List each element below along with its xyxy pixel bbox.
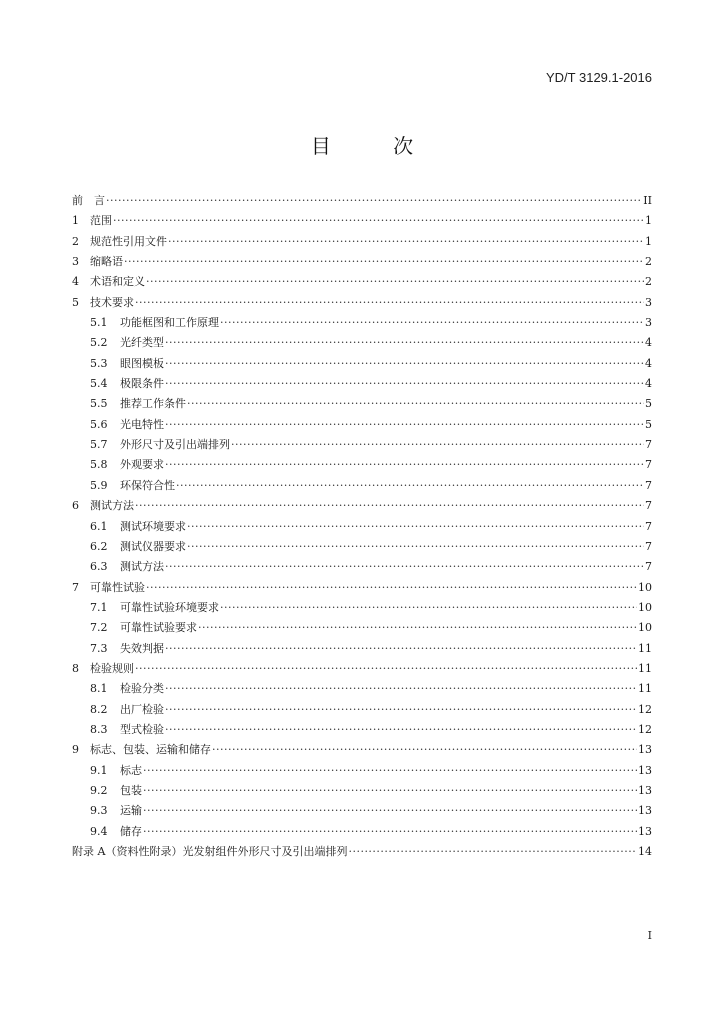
dot-leader: [165, 720, 637, 740]
toc-entry-number: 5.6: [90, 417, 108, 431]
toc-entry-6[interactable]: [72, 496, 652, 516]
toc-entry-number: 8.1: [90, 682, 108, 696]
toc-entry-9.2[interactable]: [72, 781, 652, 801]
dot-leader: [187, 537, 644, 557]
document-code: YD/T 3129.1-2016: [546, 70, 652, 85]
dot-leader: [198, 618, 637, 638]
toc-entry-page: 7: [645, 560, 652, 574]
toc-entry-5.2[interactable]: [72, 333, 652, 353]
dot-leader: [165, 557, 644, 577]
dot-leader: [165, 415, 644, 435]
toc-entry-page: 5: [645, 397, 652, 411]
toc-entry-number: 6.3: [90, 560, 108, 574]
dot-leader: [165, 639, 637, 659]
toc-entry-page: 2: [645, 275, 652, 289]
toc-entry-label: 可靠性试验要求: [120, 621, 197, 635]
toc-entry-page: 2: [645, 255, 652, 269]
toc-entry-page: 13: [638, 783, 652, 797]
toc-entry-page: 7: [645, 519, 652, 533]
toc-entry-page: 1: [645, 234, 652, 248]
toc-entry-page: 13: [638, 824, 652, 838]
page-number: I: [647, 929, 652, 942]
toc-entry-label: 标志: [120, 763, 142, 777]
toc-entry-page: 12: [638, 702, 652, 716]
toc-entry-number: 5.2: [90, 336, 108, 350]
toc-entry-page: 1: [645, 214, 652, 228]
toc-entry-5.1[interactable]: [72, 313, 652, 333]
toc-entry-page: 4: [645, 336, 652, 350]
toc-entry-page: 7: [645, 539, 652, 553]
toc-entry-page: 13: [638, 804, 652, 818]
toc-entry-label: 型式检验: [120, 722, 164, 736]
toc-entry-7.1[interactable]: [72, 598, 652, 618]
toc-entry-page: 11: [638, 682, 652, 696]
toc-entry-label: 范围: [90, 214, 112, 228]
dot-leader: [135, 496, 644, 516]
toc-entry-5[interactable]: [72, 293, 652, 313]
toc-entry-page: 4: [645, 356, 652, 370]
toc-entry-label: 前 言: [72, 194, 105, 207]
toc-entry-8.3[interactable]: [72, 720, 652, 740]
toc-entry-page: II: [643, 194, 652, 207]
toc-entry-number: 9.3: [90, 804, 108, 818]
toc-entry-3[interactable]: [72, 252, 652, 272]
toc-entry-page: 3: [645, 295, 652, 309]
toc-entry-label: 测试方法: [120, 560, 164, 574]
dot-leader: [165, 700, 637, 720]
dot-leader: [165, 374, 644, 394]
toc-entry-item-0[interactable]: [72, 191, 652, 211]
toc-entry-6.2[interactable]: [72, 537, 652, 557]
dot-leader: [146, 578, 637, 598]
toc-entry-5.7[interactable]: [72, 435, 652, 455]
toc-entry-5.8[interactable]: [72, 455, 652, 475]
toc-entry-number: 8.3: [90, 722, 108, 736]
toc-entry-label: 包装: [120, 783, 142, 797]
toc-entry-number: 6.1: [90, 519, 108, 533]
dot-leader: [135, 659, 637, 679]
toc-entry-number: 3: [72, 255, 79, 269]
toc-entry-page: 12: [638, 722, 652, 736]
toc-entry-label: 光电特性: [120, 417, 164, 431]
toc-entry-number: 8.2: [90, 702, 108, 716]
toc-entry-page: 5: [645, 417, 652, 431]
dot-leader: [143, 801, 637, 821]
toc-entry-page: 7: [645, 499, 652, 513]
toc-entry-item-32[interactable]: [72, 842, 652, 862]
dot-leader: [113, 211, 644, 231]
toc-entry-label: 可靠性试验: [90, 580, 145, 594]
dot-leader: [135, 293, 644, 313]
toc-entry-number: 7: [72, 580, 79, 594]
toc-entry-label: 技术要求: [90, 295, 134, 309]
toc-entry-number: 8: [72, 661, 79, 675]
toc-entry-6.3[interactable]: [72, 557, 652, 577]
toc-entry-number: 7.2: [90, 621, 108, 635]
toc-entry-label: 眼图模板: [120, 356, 164, 370]
dot-leader: [231, 435, 644, 455]
toc-entry-number: 9.2: [90, 783, 108, 797]
toc-entry-number: 5.5: [90, 397, 108, 411]
toc-entry-page: 7: [645, 458, 652, 472]
toc-entry-label: 术语和定义: [90, 275, 145, 289]
dot-leader: [124, 252, 644, 272]
toc-entry-number: 2: [72, 234, 79, 248]
toc-entry-number: 5.9: [90, 478, 108, 492]
toc-entry-number: 9.1: [90, 763, 108, 777]
toc-entry-page: 4: [645, 377, 652, 391]
dot-leader: [165, 333, 644, 353]
toc-entry-number: 7.1: [90, 600, 108, 614]
toc-entry-label: 环保符合性: [120, 478, 175, 492]
toc-entry-page: 14: [638, 845, 652, 858]
toc-entry-label: 缩略语: [90, 255, 123, 269]
toc-entry-page: 10: [638, 621, 652, 635]
dot-leader: [187, 517, 644, 537]
toc-entry-number: 4: [72, 275, 79, 289]
toc-entry-label: 标志、包装、运输和储存: [90, 743, 211, 757]
toc-entry-8[interactable]: [72, 659, 652, 679]
toc-entry-number: 9: [72, 743, 79, 757]
toc-entry-label: 附录 A（资料性附录）光发射组件外形尺寸及引出端排列: [72, 845, 348, 858]
table-of-contents: [72, 191, 652, 862]
toc-entry-page: 7: [645, 478, 652, 492]
toc-entry-label: 运输: [120, 804, 142, 818]
toc-entry-label: 储存: [120, 824, 142, 838]
toc-entry-label: 规范性引用文件: [90, 234, 167, 248]
toc-entry-label: 功能框图和工作原理: [120, 316, 219, 330]
dot-leader: [212, 740, 637, 760]
toc-entry-page: 11: [638, 641, 652, 655]
toc-entry-label: 检验规则: [90, 661, 134, 675]
toc-entry-9.1[interactable]: [72, 761, 652, 781]
page-title: 目 次: [310, 134, 442, 158]
toc-entry-7[interactable]: [72, 578, 652, 598]
toc-entry-label: 出厂检验: [120, 702, 164, 716]
toc-entry-label: 测试仪器要求: [120, 539, 186, 553]
toc-entry-label: 推荐工作条件: [120, 397, 186, 411]
toc-entry-4[interactable]: [72, 272, 652, 292]
toc-entry-number: 6.2: [90, 539, 108, 553]
toc-entry-5.4[interactable]: [72, 374, 652, 394]
toc-entry-number: 1: [72, 214, 79, 228]
toc-entry-page: 7: [645, 438, 652, 452]
toc-entry-8.2[interactable]: [72, 700, 652, 720]
toc-entry-8.1[interactable]: [72, 679, 652, 699]
toc-entry-number: 9.4: [90, 824, 108, 838]
toc-entry-9.4[interactable]: [72, 822, 652, 842]
toc-entry-label: 极限条件: [120, 377, 164, 391]
toc-entry-page: 10: [638, 600, 652, 614]
toc-entry-7.2[interactable]: [72, 618, 652, 638]
toc-entry-label: 可靠性试验环境要求: [120, 600, 219, 614]
toc-entry-1[interactable]: [72, 211, 652, 231]
toc-entry-9[interactable]: [72, 740, 652, 760]
dot-leader: [146, 272, 644, 292]
toc-entry-number: 5: [72, 295, 79, 309]
toc-entry-2[interactable]: [72, 232, 652, 252]
toc-entry-label: 测试环境要求: [120, 519, 186, 533]
toc-entry-label: 光纤类型: [120, 336, 164, 350]
toc-entry-number: 5.1: [90, 316, 108, 330]
toc-entry-5.3[interactable]: [72, 354, 652, 374]
toc-entry-9.3[interactable]: [72, 801, 652, 821]
dot-leader: [187, 394, 644, 414]
toc-entry-number: 6: [72, 499, 79, 513]
dot-leader: [106, 191, 642, 211]
toc-entry-6.1[interactable]: [72, 517, 652, 537]
toc-entry-5.9[interactable]: [72, 476, 652, 496]
toc-entry-number: 7.3: [90, 641, 108, 655]
toc-entry-number: 5.8: [90, 458, 108, 472]
dot-leader: [168, 232, 644, 252]
toc-entry-label: 外观要求: [120, 458, 164, 472]
dot-leader: [176, 476, 644, 496]
dot-leader: [165, 455, 644, 475]
toc-entry-number: 5.4: [90, 377, 108, 391]
toc-entry-5.5[interactable]: [72, 394, 652, 414]
dot-leader: [143, 781, 637, 801]
toc-entry-5.6[interactable]: [72, 415, 652, 435]
toc-entry-label: 测试方法: [90, 499, 134, 513]
dot-leader: [143, 822, 637, 842]
toc-entry-page: 11: [638, 661, 652, 675]
toc-entry-label: 失效判据: [120, 641, 164, 655]
toc-entry-label: 外形尺寸及引出端排列: [120, 438, 230, 452]
toc-entry-page: 10: [638, 580, 652, 594]
toc-entry-page: 13: [638, 763, 652, 777]
toc-entry-page: 3: [645, 316, 652, 330]
toc-entry-page: 13: [638, 743, 652, 757]
dot-leader: [165, 354, 644, 374]
toc-entry-number: 5.7: [90, 438, 108, 452]
toc-entry-number: 5.3: [90, 356, 108, 370]
dot-leader: [348, 842, 637, 862]
toc-entry-label: 检验分类: [120, 682, 164, 696]
dot-leader: [220, 598, 637, 618]
dot-leader: [143, 761, 637, 781]
dot-leader: [165, 679, 637, 699]
dot-leader: [220, 313, 644, 333]
toc-entry-7.3[interactable]: [72, 639, 652, 659]
